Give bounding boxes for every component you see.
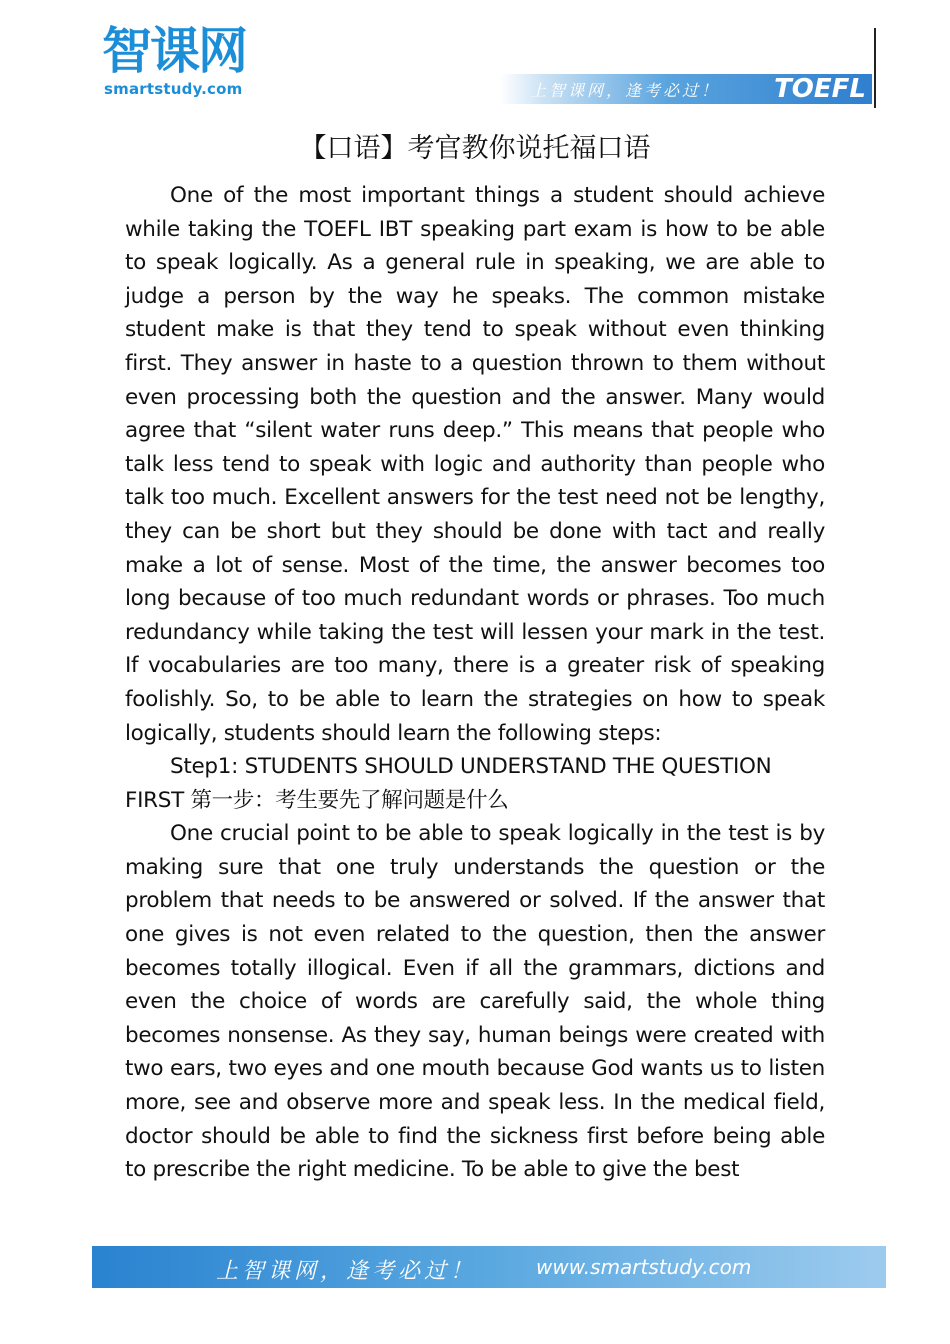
footer-banner [92, 1246, 886, 1288]
smartstudy-logo[interactable] [102, 22, 272, 102]
article-body [125, 179, 825, 1187]
footer-url-link[interactable]: www.smartstudy.com [536, 1255, 752, 1279]
paragraph-intro: One of the most important things a student should achieve while taking the TOEFL IBT speaking part exam is how to be able to speak logically. As a general rule in speaking, we are able to judge a person by the way he speaks. The common mistake student make is that they tend to speak without even thinking first. They answer in haste to a question thrown to them without even processing both the question and the answer. Many would agree that “silent water runs deep.” This means that people who talk less tend to speak with logic and authority than people who talk too much. Excellent answers for the test need not be lengthy, they can be short but they should be done with tact and really make a lot of sense. Most of the time, the answer becomes too long because of too much redundant words or phrases. Too much redundancy while taking the test will lessen your mark in the test. If vocabularies are too many, there is a greater risk of speaking foolishly. So, to be able to learn the strategies on how to speak logically, students should learn the following steps: [125, 183, 825, 746]
footer-slogan: 上智课网，逢考必过！ [216, 1259, 477, 1284]
logo-domain-text: smartstudy.com [104, 80, 243, 98]
paragraph-step1-body: One crucial point to be able to speak logically in the test is by making sure that one truly understands the question or the problem that needs to be answered or solved. If the answer that one gives is not even related to the question, then the answer becomes totally illogical. Even if all the grammars, dictions and even the choice of words are carefully said, the whole thing becomes nonsense. As they say, human beings were created with two ears, two eyes and one mouth because God wants us to listen more, see and observe more and speak less. In the medical field, doctor should be able to find the sickness first before being able to prescribe the right medicine. To be able to give the best [125, 821, 825, 1183]
header-divider [874, 28, 876, 108]
paragraph-step1-heading: Step1: STUDENTS SHOULD UNDERSTAND THE QUESTION FIRST 第一步：考生要先了解问题是什么 [125, 754, 772, 813]
page-title: 【口语】考官教你说托福口语 [299, 133, 651, 164]
logo-chinese-text: 智课网 [102, 22, 246, 80]
header-exam-label: TOEFL [774, 74, 866, 104]
header-slogan: 上智课网，逢考必过！ [530, 81, 721, 100]
header-banner [500, 74, 872, 104]
